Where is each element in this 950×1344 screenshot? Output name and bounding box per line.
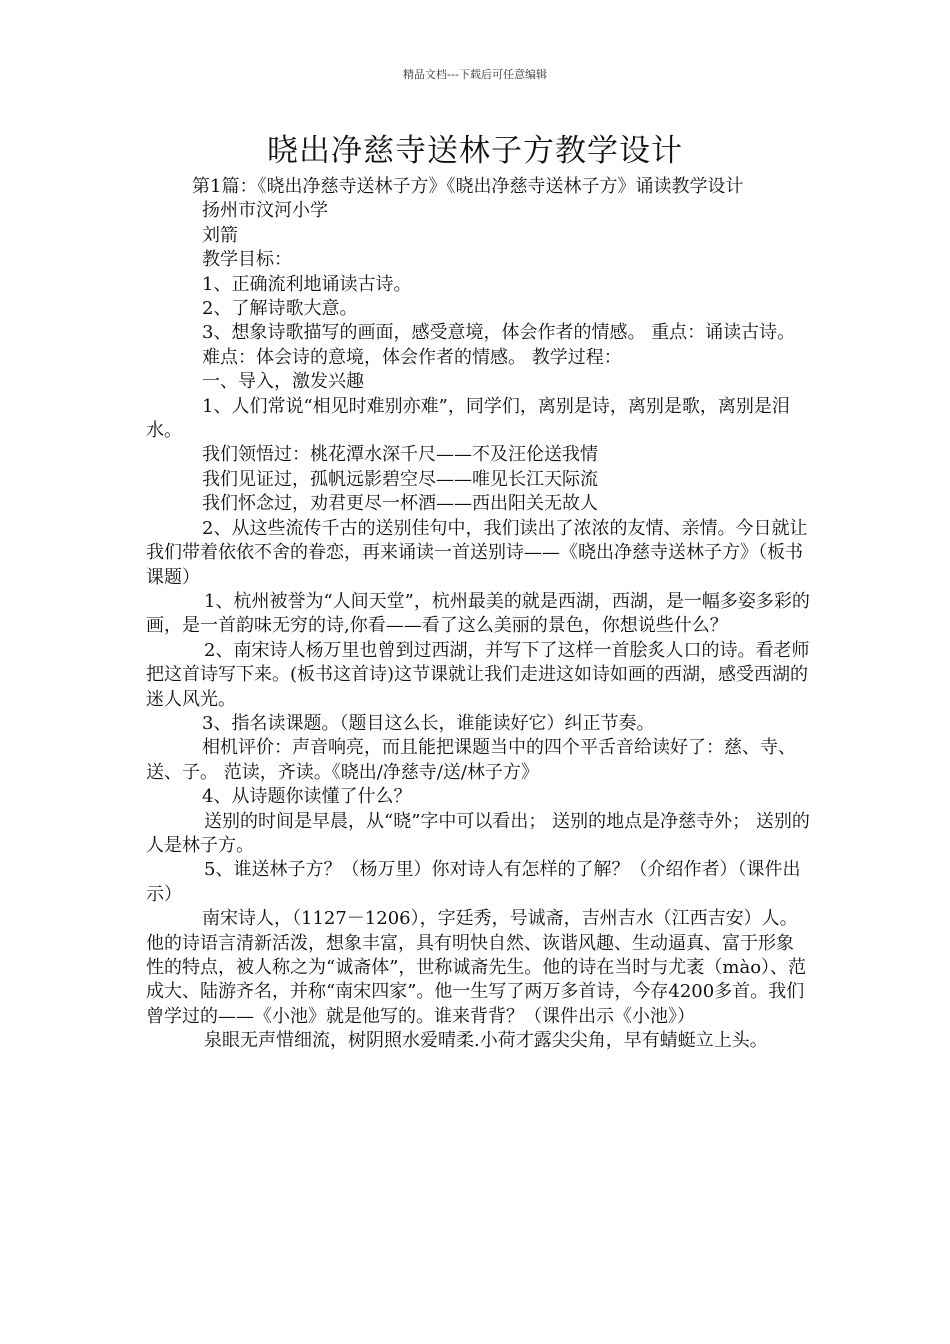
document-body bbox=[146, 175, 810, 1054]
paragraph: 1、正确流利地诵读古诗。 bbox=[202, 273, 412, 295]
paragraph: 送别的时间是早晨，从“晓”字中可以看出； 送别的地点是净慈寺外； 送别的人是林子方。 bbox=[146, 810, 810, 856]
paragraph: 扬州市汶河小学 bbox=[202, 200, 328, 222]
document-title: 晓出净慈寺送林子方教学设计 bbox=[267, 133, 683, 169]
paragraph: 4、从诗题你读懂了什么？ bbox=[202, 786, 412, 808]
paragraph: 2、从这些流传千古的送别佳句中，我们读出了浓浓的友情、亲情。今日就让我们带着依依不舍的眷恋，再来诵读一首送别诗——《晓出净慈寺送林子方》（板书课题） bbox=[146, 517, 808, 588]
paragraph: 3、指名读课题。（题目这么长，谁能读好它）纠正节奏。 bbox=[202, 712, 655, 734]
paragraph: 5、谁送林子方？（杨万里）你对诗人有怎样的了解？（介绍作者）（课件出示） bbox=[146, 859, 801, 905]
paragraph: 一、导入，激发兴趣 bbox=[202, 371, 364, 393]
paragraph: 泉眼无声惜细流，树阴照水爱晴柔.小荷才露尖尖角，早有蜻蜓立上头。 bbox=[204, 1030, 768, 1052]
paragraph: 第1篇：《晓出净慈寺送林子方》《晓出净慈寺送林子方》诵读教学设计 bbox=[192, 176, 744, 197]
paragraph: 相机评价：声音响亮，而且能把课题当中的四个平舌音给读好了：慈、寺、送、子。 范读，齐读。《晓出/净慈寺/送/林子方》 bbox=[146, 737, 796, 783]
paragraph: 1、人们常说“相见时难别亦难”，同学们，离别是诗，离别是歌，离别是泪水。 bbox=[146, 395, 790, 442]
paragraph: 我们领悟过：桃花潭水深千尺——不及汪伦送我情 bbox=[202, 444, 598, 466]
header-note: 精品文档---下载后可任意编辑 bbox=[403, 68, 547, 81]
paragraph: 2、了解诗歌大意。 bbox=[202, 298, 358, 320]
paragraph: 3、想象诗歌描写的画面，感受意境，体会作者的情感。 重点：诵读古诗。 bbox=[202, 322, 796, 344]
paragraph: 南宋诗人，（1127－1206），字廷秀，号诚斋，吉州吉水（江西吉安）人。他的诗语言清新活泼，想象丰富，具有明快自然、诙谐风趣、生动逼真、富于形象性的特点，被人称之为“诚斋体”，世称诚斋先生。他的诗在当时与尤袤（mào）、范成大、陆游齐名，并称“南宋四家”。他一生写了两万多首诗，今存4200多首。我们曾学过的——《小池》就是他写的。谁来背背？（课件出示《小池》） bbox=[146, 908, 807, 1027]
paragraph: 刘箭 bbox=[202, 224, 238, 246]
paragraph: 我们怀念过，劝君更尽一杯酒——西出阳关无故人 bbox=[202, 493, 598, 515]
paragraph: 难点：体会诗的意境，体会作者的情感。 教学过程： bbox=[202, 346, 622, 368]
paragraph: 1、杭州被誉为“人间天堂”，杭州最美的就是西湖，西湖，是一幅多姿多彩的画，是一首韵味无穷的诗,你看——看了这么美丽的景色，你想说些什么？ bbox=[146, 590, 810, 637]
paragraph: 教学目标： bbox=[202, 249, 292, 271]
paragraph: 我们见证过，孤帆远影碧空尽——唯见长江天际流 bbox=[202, 468, 598, 490]
paragraph: 2、南宋诗人杨万里也曾到过西湖，并写下了这样一首脍炙人口的诗。看老师把这首诗写下来。(板书这首诗)这节课就让我们走进这如诗如画的西湖，感受西湖的迷人风光。 bbox=[146, 639, 810, 710]
